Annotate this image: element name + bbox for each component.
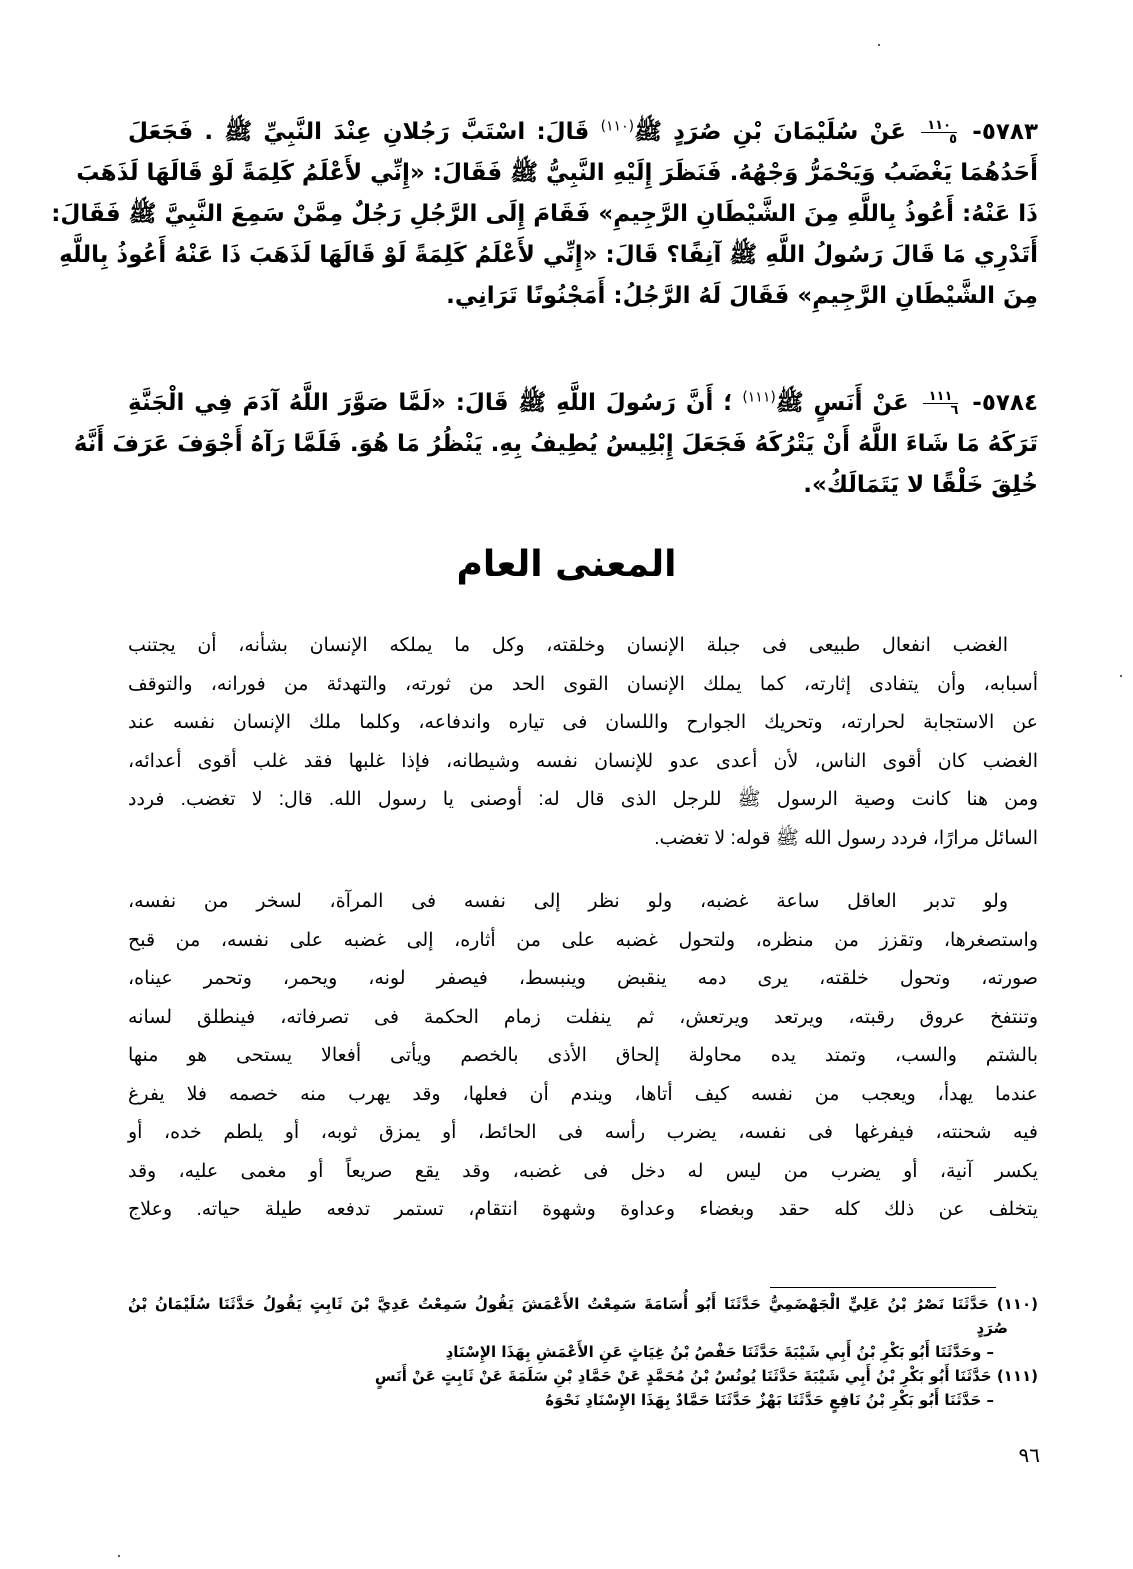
hadith-line xyxy=(128,112,1038,153)
hadith-line: أَحَدُهُمَا يَغْضَبُ وَيَحْمَرُّ وَجْهُهُ. فَنَظَرَ إِلَيْهِ النَّبِيُّ ﷺ فَقَالَ: «إِنِّي لأَعْلَمُ كَلِمَةً لَوْ قَالَهَا لَذَهَبَ xyxy=(76,160,1038,186)
hadith-5784 xyxy=(73,383,1038,506)
scan-speck xyxy=(878,44,880,46)
paragraph-line: ومن هنا كانت وصية الرسول ﷺ للرجل الذى قال له: أوصنى يا رسول الله. قال: لا تغضب. فردد xyxy=(128,789,1038,810)
paragraph xyxy=(128,627,1038,858)
paragraph-line: يكسر آنية، أو يضرب من ليس له دخل فى غضبه، وقد يقع صريعاً أو مغمى عليه، وقد xyxy=(128,1160,1038,1182)
hadith-text: عَنْ أَنَسٍ ﷺ$^{(١١١)}$ ؛ أَنَّ رَسُولَ اللَّهِ ﷺ قَالَ: «لَمَّا صَوَّرَ اللَّهُ آدَمَ فِي الْجَنَّةِ xyxy=(128,389,909,416)
paragraph-line: بالشتم والسب، وتمتد يده محاولة إلحاق الأذى بالخصم ويأتى أفعالا يستحى هو منها xyxy=(128,1045,1038,1066)
hadith-reference-fraction xyxy=(923,390,959,417)
footnotes xyxy=(128,1292,1038,1412)
footnote-continuation: صُرَدٍ xyxy=(976,1319,1008,1337)
footnote-extra: – حَدَّثَنَا أَبُو بَكْرِ بْنُ نَافِعٍ حَدَّثَنَا بَهْزٌ حَدَّثَنَا حَمَّادٌ بِهَذَا الإِسْنَادِ نَحْوَهُ xyxy=(545,1391,994,1409)
scan-speck xyxy=(1120,675,1122,677)
page-number: ٩٦ xyxy=(1018,1443,1040,1467)
hadith-number: ٥٧٨٤- xyxy=(972,390,1038,416)
section-heading: المعنى العام xyxy=(456,544,677,585)
hadith-number: ٥٧٨٣- xyxy=(972,119,1038,145)
paragraph-line: عندما يهدأ، ويعجب من نفسه كيف أتاها، ويندم أن فعلها، وقد يهرب منه خصمه فلا يفرغ xyxy=(128,1083,1038,1105)
fraction-bottom: ٦ xyxy=(950,403,959,418)
footnote-ref: (١١١) xyxy=(996,1367,1038,1385)
paragraph-line: السائل مرارًا، فردد رسول الله ﷺ قوله: لا تغضب. xyxy=(654,827,1038,849)
hadith-line: خُلِقَ خَلْقًا لا يَتَمَالَكُ». xyxy=(803,472,1038,498)
hadith-5783 xyxy=(51,112,1038,317)
footnote-separator xyxy=(770,1287,996,1288)
paragraph-line: عن الاستجابة لحرارته، وتحريك الجوارح واللسان فى تياره واندفاعه، وكلما ملك الإنسان نفسه عند xyxy=(128,712,1038,733)
hadith-line: أَتَدْرِي مَا قَالَ رَسُولُ اللَّهِ ﷺ آنِفًا؟ قَالَ: «إِنِّي لأَعْلَمُ كَلِمَةً لَوْ قَالَهَا لَذَهَبَ ذَا عَنْهُ أَعُوذُ بِاللَّهِ xyxy=(59,242,1038,268)
paragraph-line: وتنتفخ عروق رقبته، ويرتعد ويرتعش، ثم ينفلت زمام الحكمة فى تصرفاته، فينطلق لسانه xyxy=(128,1006,1038,1028)
scan-speck xyxy=(118,1555,120,1557)
footnote-text: حَدَّثَنَا أَبُو بَكْرِ بْنُ أَبِي شَيْبَةَ حَدَّثَنَا يُونُسُ بْنُ مُحَمَّدٍ عَنْ حَمَّادِ بْنِ سَلَمَةَ عَنْ ثَابِتٍ عَنْ أَنَسٍ xyxy=(374,1367,992,1385)
paragraph-line: الغضب انفعال طبيعى فى جبلة الإنسان وخلقته، وكل ما يملكه الإنسان بشأنه، أن يجتنب xyxy=(128,635,1008,656)
footnote-110 xyxy=(128,1292,1038,1316)
hadith-line: مِنَ الشَّيْطَانِ الرَّجِيمِ» فَقَالَ لَهُ الرَّجُلُ: أَمَجْنُونًا تَرَانِي. xyxy=(446,283,1038,309)
hadith-line xyxy=(128,383,1038,424)
fraction-top: ١١١ xyxy=(923,390,959,404)
paragraph xyxy=(128,883,1038,1230)
footnote-ref: (١١٠) xyxy=(996,1295,1038,1313)
hadith-line: ذَا عَنْهُ: أَعُوذُ بِاللَّهِ مِنَ الشَّيْطَانِ الرَّجِيمِ» فَقَامَ إِلَى الرَّجُلِ رَجُلٌ مِمَّنْ سَمِعَ النَّبِيَّ ﷺ فَقَالَ: xyxy=(51,201,1038,227)
hadith-text: عَنْ سُلَيْمَانَ بْنِ صُرَدٍ ﷺ$^{(١١٠)}$ قَالَ: اسْتَبَّ رَجُلانِ عِنْدَ النَّبِيِّ ﷺ . فَجَعَلَ xyxy=(128,118,906,145)
paragraph-line: أسبابه، وأن يتفادى إثارته، كما يملك الإنسان القوى الحد من ثورته، والتهدئة من فورانه، والتوقف xyxy=(128,673,1038,695)
fraction-top: ١١٠ xyxy=(921,119,957,133)
fraction-bottom: ٥ xyxy=(949,132,958,147)
paragraph-line: واستصغرها، وتقزز من منظره، ولتحول غضبه على من أثاره، إلى غضبه على نفسه، من قبح xyxy=(128,929,1038,951)
paragraph-line: ولو تدبر العاقل ساعة غضبه، ولو نظر إلى نفسه فى المرآة، لسخر من نفسه، xyxy=(128,891,1008,912)
footnote-text: حَدَّثَنَا نَصْرُ بْنُ عَلِيٍّ الْجَهْضَمِيُّ حَدَّثَنَا أَبُو أُسَامَةَ سَمِعْتُ الأَعْمَشَ يَقُولُ سَمِعْتُ عَدِيَّ بْنَ ثَابِتٍ يَقُولُ حَدَّثَنَا سُلَيْمَانُ بْنُ xyxy=(128,1295,989,1313)
hadith-line: تَرَكَهُ مَا شَاءَ اللَّهُ أَنْ يَتْرُكَهُ فَجَعَلَ إِبْلِيسُ يُطِيفُ بِهِ. يَنْظُرُ مَا هُوَ. فَلَمَّا رَآهُ أَجْوَفَ عَرَفَ أَنَّهُ xyxy=(73,431,1038,457)
hadith-reference-fraction xyxy=(921,119,957,146)
footnote-extra: – وحَدَّثَنَا أَبُو بَكْرِ بْنُ أَبِي شَيْبَةَ حَدَّثَنَا حَفْصُ بْنُ غِيَاثٍ عَنِ الأَعْمَشِ بِهَذَا الإِسْنَادِ xyxy=(445,1343,994,1361)
paragraph-line: صورته، وتحول خلقته، يرى دمه ينقبض وينبسط، فيصفر لونه، ويحمر، وتحمر عيناه، xyxy=(128,968,1038,989)
paragraph-line: فيه شحنته، فيفرغها فى نفسه، يضرب رأسه فى الحائط، أو يمزق ثوبه، أو يلطم خده، أو xyxy=(128,1122,1038,1143)
paragraph-line: الغضب كان أقوى الناس، لأن أعدى عدو للإنسان نفسه وشيطانه، فإذا غلبها فقد غلب أقوى أعدائه، xyxy=(128,750,1038,772)
paragraph-line: يتخلف عن ذلك كله حقد وبغضاء وعداوة وشهوة انتقام، تستمر تدفعه طيلة حياته. وعلاج xyxy=(128,1199,1039,1220)
footnote-111 xyxy=(128,1364,1038,1388)
